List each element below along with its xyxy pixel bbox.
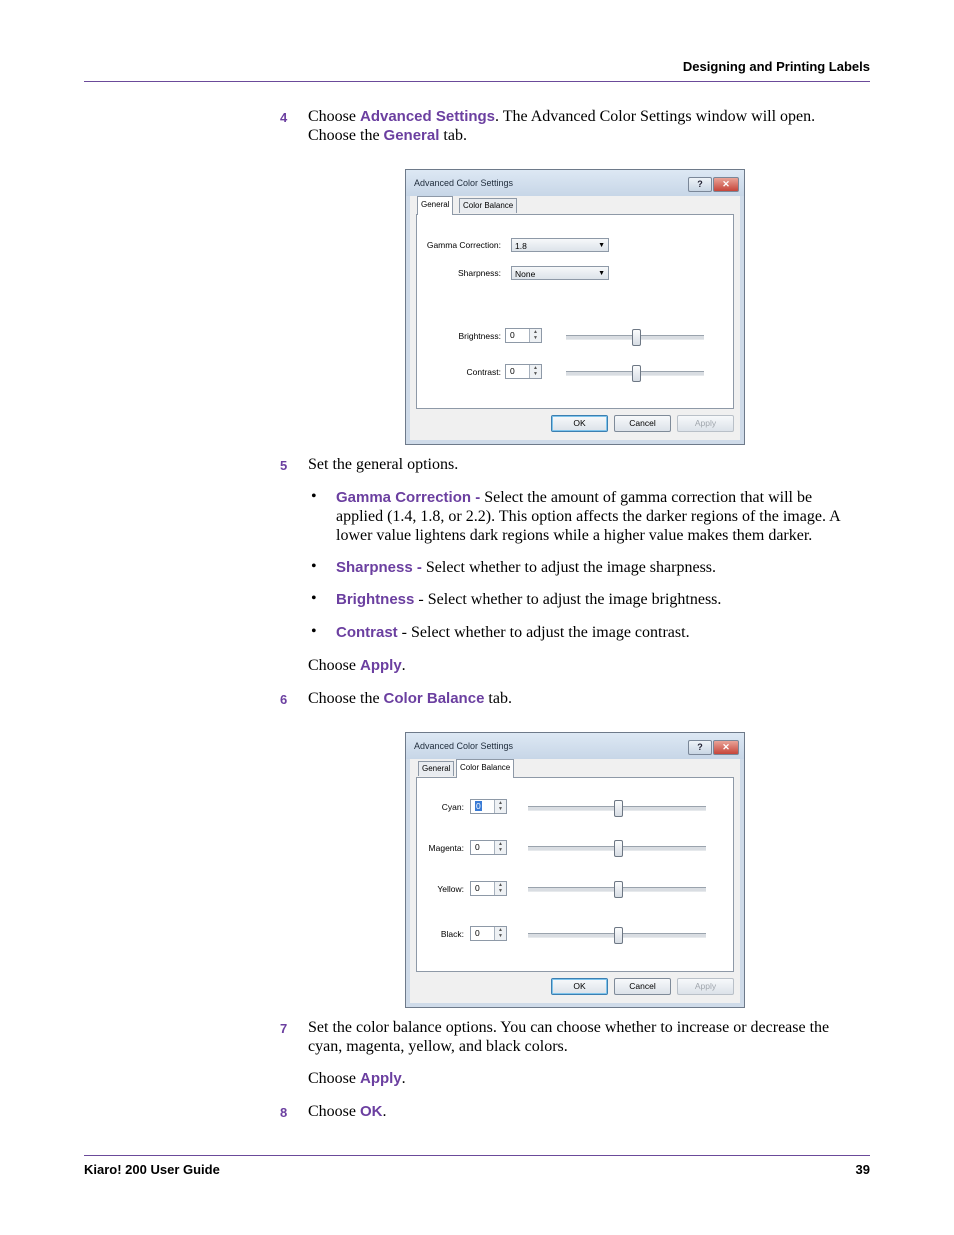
gamma-correction-select[interactable] xyxy=(511,238,609,252)
magenta-value: 0 xyxy=(475,842,480,852)
question-icon[interactable]: ? xyxy=(688,177,712,192)
advanced-color-settings-dialog-general xyxy=(405,169,745,445)
question-icon[interactable]: ? xyxy=(688,740,712,755)
spin-arrows-icon[interactable]: ▲ ▼ xyxy=(529,329,541,342)
spin-arrows-icon[interactable]: ▲ ▼ xyxy=(494,800,506,813)
step-number: 7 xyxy=(280,1021,288,1036)
tab-general[interactable]: General xyxy=(418,761,454,776)
text: . xyxy=(401,1070,406,1087)
keyword-apply: Apply xyxy=(360,1070,402,1087)
footer-rule xyxy=(84,1155,870,1156)
brightness-label: Brightness: xyxy=(458,331,501,341)
sharpness-select[interactable] xyxy=(511,266,609,280)
cyan-value: 0 xyxy=(476,801,481,811)
choose-apply-2 xyxy=(308,1069,406,1088)
tab-panel xyxy=(416,214,734,409)
running-header: Designing and Printing Labels xyxy=(682,59,870,74)
chevron-down-icon: ▼ xyxy=(598,242,605,249)
text: Select the amount of gamma correction that will be xyxy=(480,489,813,506)
cyan-label: Cyan: xyxy=(441,802,464,812)
close-icon[interactable]: ✕ xyxy=(713,177,739,192)
keyword-contrast: Contrast xyxy=(336,624,398,641)
magenta-label: Magenta: xyxy=(428,843,464,853)
spin-arrows-icon[interactable]: ▲ ▼ xyxy=(494,841,506,854)
black-label: Black: xyxy=(440,929,464,939)
step-4-text xyxy=(308,107,868,145)
keyword-color-balance: Color Balance xyxy=(383,690,485,707)
sharpness-value: None xyxy=(515,269,536,279)
chevron-down-icon: ▼ xyxy=(598,270,605,277)
apply-button[interactable]: Apply xyxy=(677,978,734,995)
black-slider-thumb[interactable] xyxy=(614,927,623,944)
advanced-color-settings-dialog-color-balance xyxy=(405,732,745,1008)
contrast-value: 0 xyxy=(510,366,515,376)
title-bar xyxy=(406,733,744,759)
bullet-sharpness xyxy=(336,558,716,577)
step-number: 6 xyxy=(280,692,288,707)
text: Choose the xyxy=(308,127,384,144)
step-7-text xyxy=(308,1018,870,1056)
step-number: 8 xyxy=(280,1105,288,1120)
text: Choose xyxy=(308,657,360,674)
text: tab. xyxy=(439,127,467,144)
text: Set the color balance options. You can choose whether to increase or decrease the xyxy=(308,1019,830,1036)
keyword-brightness: Brightness xyxy=(336,591,415,608)
tab-color-balance[interactable]: Color Balance xyxy=(459,198,517,213)
text: . xyxy=(401,657,406,674)
contrast-spinner[interactable] xyxy=(505,364,542,379)
bullet-brightness xyxy=(336,590,721,609)
cyan-slider-thumb[interactable] xyxy=(614,800,623,817)
bullet-contrast xyxy=(336,623,690,642)
cancel-button[interactable]: Cancel xyxy=(614,415,671,432)
keyword-sharpness: Sharpness - xyxy=(336,559,422,576)
footer-guide-title: Kiaro! 200 User Guide xyxy=(84,1162,220,1177)
text: lower value lightens dark regions while a higher value makes them darker. xyxy=(336,527,813,544)
tab-panel xyxy=(416,777,734,972)
black-value: 0 xyxy=(475,928,480,938)
dialog-title: Advanced Color Settings xyxy=(414,741,514,751)
page-number: 39 xyxy=(855,1162,870,1177)
step-8-text xyxy=(308,1102,387,1121)
step-6-text xyxy=(308,689,512,708)
header-rule xyxy=(84,81,870,82)
brightness-slider-thumb[interactable] xyxy=(632,329,641,346)
text: Choose the xyxy=(308,690,384,707)
step-5-text: Set the general options. xyxy=(308,456,459,473)
text: cyan, magenta, yellow, and black colors. xyxy=(308,1038,568,1055)
tab-general[interactable]: General xyxy=(417,196,453,215)
choose-apply-1 xyxy=(308,656,406,675)
text: Choose xyxy=(308,1070,360,1087)
text: - Select whether to adjust the image brightness. xyxy=(414,591,722,608)
text: . xyxy=(382,1103,387,1120)
keyword-gamma-correction: Gamma Correction - xyxy=(336,489,481,506)
text: Choose xyxy=(308,1103,360,1120)
spin-arrows-icon[interactable]: ▲ ▼ xyxy=(494,927,506,940)
cyan-spinner[interactable] xyxy=(470,799,507,814)
bullet: • xyxy=(311,488,317,505)
keyword-ok: OK xyxy=(360,1103,383,1120)
text: - Select whether to adjust the image contrast. xyxy=(397,624,690,641)
yellow-spinner[interactable] xyxy=(470,881,507,896)
spin-arrows-icon[interactable]: ▲ ▼ xyxy=(494,882,506,895)
contrast-slider-thumb[interactable] xyxy=(632,365,641,382)
cancel-button[interactable]: Cancel xyxy=(614,978,671,995)
close-icon[interactable]: ✕ xyxy=(713,740,739,755)
magenta-spinner[interactable] xyxy=(470,840,507,855)
dialog-title: Advanced Color Settings xyxy=(414,178,514,188)
tab-color-balance[interactable]: Color Balance xyxy=(456,759,514,778)
brightness-value: 0 xyxy=(510,330,515,340)
bullet-gamma-correction xyxy=(336,488,870,545)
keyword-general: General xyxy=(383,127,440,144)
text: Choose xyxy=(308,108,360,125)
magenta-slider-thumb[interactable] xyxy=(614,840,623,857)
yellow-slider-thumb[interactable] xyxy=(614,881,623,898)
ok-button[interactable]: OK xyxy=(551,415,608,432)
step-number: 4 xyxy=(280,110,288,125)
gamma-value: 1.8 xyxy=(515,241,527,251)
text: tab. xyxy=(484,690,512,707)
black-spinner[interactable] xyxy=(470,926,507,941)
gamma-correction-label: Gamma Correction: xyxy=(426,240,501,250)
keyword-advanced-settings: Advanced Settings xyxy=(360,108,496,125)
sharpness-label: Sharpness: xyxy=(458,268,501,278)
keyword-apply: Apply xyxy=(360,657,402,674)
spin-arrows-icon[interactable]: ▲ ▼ xyxy=(529,365,541,378)
contrast-label: Contrast: xyxy=(466,367,501,377)
text: applied (1.4, 1.8, or 2.2). This option affects the darker regions of the image. A xyxy=(336,508,841,525)
step-number: 5 xyxy=(280,458,288,473)
text: Select whether to adjust the image sharpness. xyxy=(421,559,717,576)
dialog-body xyxy=(410,759,740,1003)
dialog-body xyxy=(410,196,740,440)
ok-button[interactable]: OK xyxy=(551,978,608,995)
apply-button[interactable]: Apply xyxy=(677,415,734,432)
text: . The Advanced Color Settings window will open. xyxy=(495,108,816,125)
title-bar xyxy=(406,170,744,196)
bullet: • xyxy=(311,590,317,607)
bullet: • xyxy=(311,558,317,575)
yellow-value: 0 xyxy=(475,883,480,893)
brightness-spinner[interactable] xyxy=(505,328,542,343)
yellow-label: Yellow: xyxy=(437,884,464,894)
bullet: • xyxy=(311,623,317,640)
